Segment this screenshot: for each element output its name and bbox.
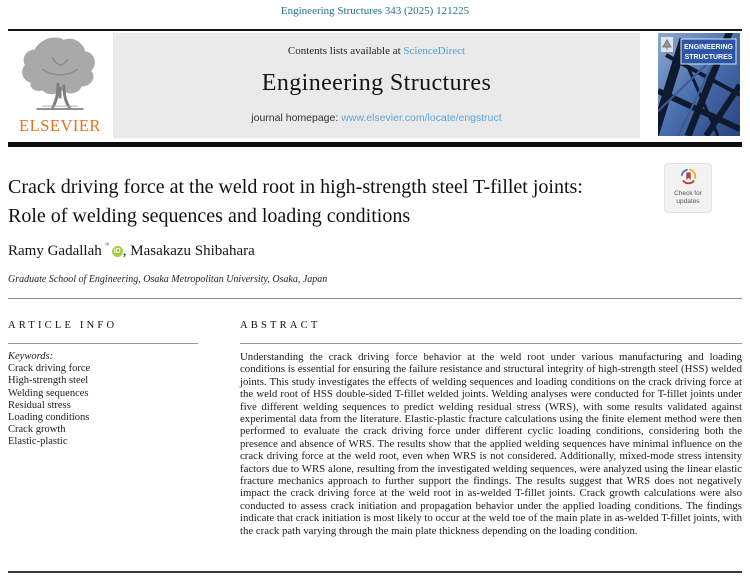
- crossmark-icon: [680, 168, 697, 185]
- homepage-prefix: journal homepage:: [251, 112, 342, 124]
- elsevier-wordmark: ELSEVIER: [19, 116, 101, 135]
- keyword-item: Elastic-plastic: [8, 436, 68, 448]
- cover-title-line1: ENGINEERING: [683, 44, 734, 51]
- check-badge-text: Check for updates: [674, 190, 702, 205]
- author-2: Masakazu Shibahara: [130, 243, 255, 259]
- homepage-link[interactable]: www.elsevier.com/locate/engstruct: [341, 112, 502, 124]
- cover-title-line2: STRUCTURES: [684, 54, 733, 61]
- journal-banner: [113, 33, 640, 138]
- keyword-item: Welding sequences: [8, 387, 89, 399]
- homepage-line: [113, 112, 640, 124]
- journal-header: [8, 33, 742, 139]
- journal-citation: [0, 5, 750, 17]
- article-info-rule: [8, 343, 198, 344]
- abstract-column: [240, 320, 742, 537]
- sciencedirect-link[interactable]: ScienceDirect: [403, 45, 466, 57]
- article-info-heading: ARTICLE INFO: [8, 320, 118, 331]
- contents-prefix: Contents lists available at: [287, 45, 404, 57]
- keyword-item: Residual stress: [8, 399, 71, 411]
- keywords-label: Keywords:: [8, 351, 54, 362]
- corresponding-author-marker[interactable]: *: [104, 241, 110, 252]
- keyword-item: Loading conditions: [8, 412, 90, 424]
- elsevier-logo[interactable]: [10, 34, 110, 138]
- orcid-icon[interactable]: iD: [113, 248, 121, 255]
- affiliation: Graduate School of Engineering, Osaka Metropolitan University, Osaka, Japan: [8, 274, 328, 285]
- journal-cover-thumbnail[interactable]: [658, 33, 740, 136]
- article-title-line2: Role of welding sequences and loading conditions: [8, 204, 411, 227]
- article-info-column: [8, 320, 198, 449]
- abstract-heading: ABSTRACT: [240, 320, 321, 331]
- abstract-text: Understanding the crack driving force behavior at the weld root under various manufacturing and loading conditions is essential for ensuring the failure resistance and structural integrity of high-strength steel (HSS) welded joints. This study investigates the effects of welding sequences and loading conditions on the crack driving force at the weld root of HSS double-sided T-fillet welded joints. Welding analyses were conducted for T-fillet joints under five different welding sequences to predict welding residual stress (WRS), with some results validated against experimental data from the literature. Elastic-plastic fracture calculations using the finite element method were then performed to evaluate the crack driving force under different cyclic loading conditions, considering both the presence and absence of WRS. The results show that the applied welding sequences have minimal influence on the crack driving force at the weld root, even when WRS is not considered. Additionally, mixed-mode stress intensity factors due to WRS alone, resulting from the investigated welding sequences, were analyzed using the linear elastic fracture mechanics approach to further support the findings. The results suggest that WRS does not negatively impact the crack driving force at the weld root in as-welded T-fillet joints. Crack growth calculations were also conducted to assess crack initiation and propagation behavior under the applied loading conditions. The findings indicate that crack initiation is most likely to occur at the weld toe of the main plate in as-welded T-fillet joints, with the crack path varying through the main plate thickness depending on the loading condition.: [240, 351, 742, 537]
- keyword-item: Crack driving force: [8, 363, 91, 375]
- elsevier-tree-icon: [18, 34, 102, 112]
- bottom-divider: [8, 571, 742, 573]
- byline-divider: [8, 298, 742, 299]
- author-line: [8, 241, 255, 260]
- keyword-item: High-strength steel: [8, 375, 89, 387]
- author-1: Ramy Gadallah: [8, 243, 102, 259]
- abstract-rule: [240, 343, 742, 344]
- citation-link[interactable]: Engineering Structures 343 (2025) 121225: [280, 5, 470, 17]
- article-title-line1: Crack driving force at the weld root in high-strength steel T-fillet joints:: [8, 176, 583, 198]
- keyword-item: Crack growth: [8, 424, 66, 436]
- header-divider: [8, 142, 742, 147]
- contents-line: [113, 45, 640, 57]
- journal-title: Engineering Structures: [261, 70, 492, 96]
- check-for-updates-badge[interactable]: [664, 163, 712, 213]
- top-divider: [8, 29, 742, 31]
- article-title: [8, 173, 583, 230]
- author-separator: ,: [122, 243, 131, 259]
